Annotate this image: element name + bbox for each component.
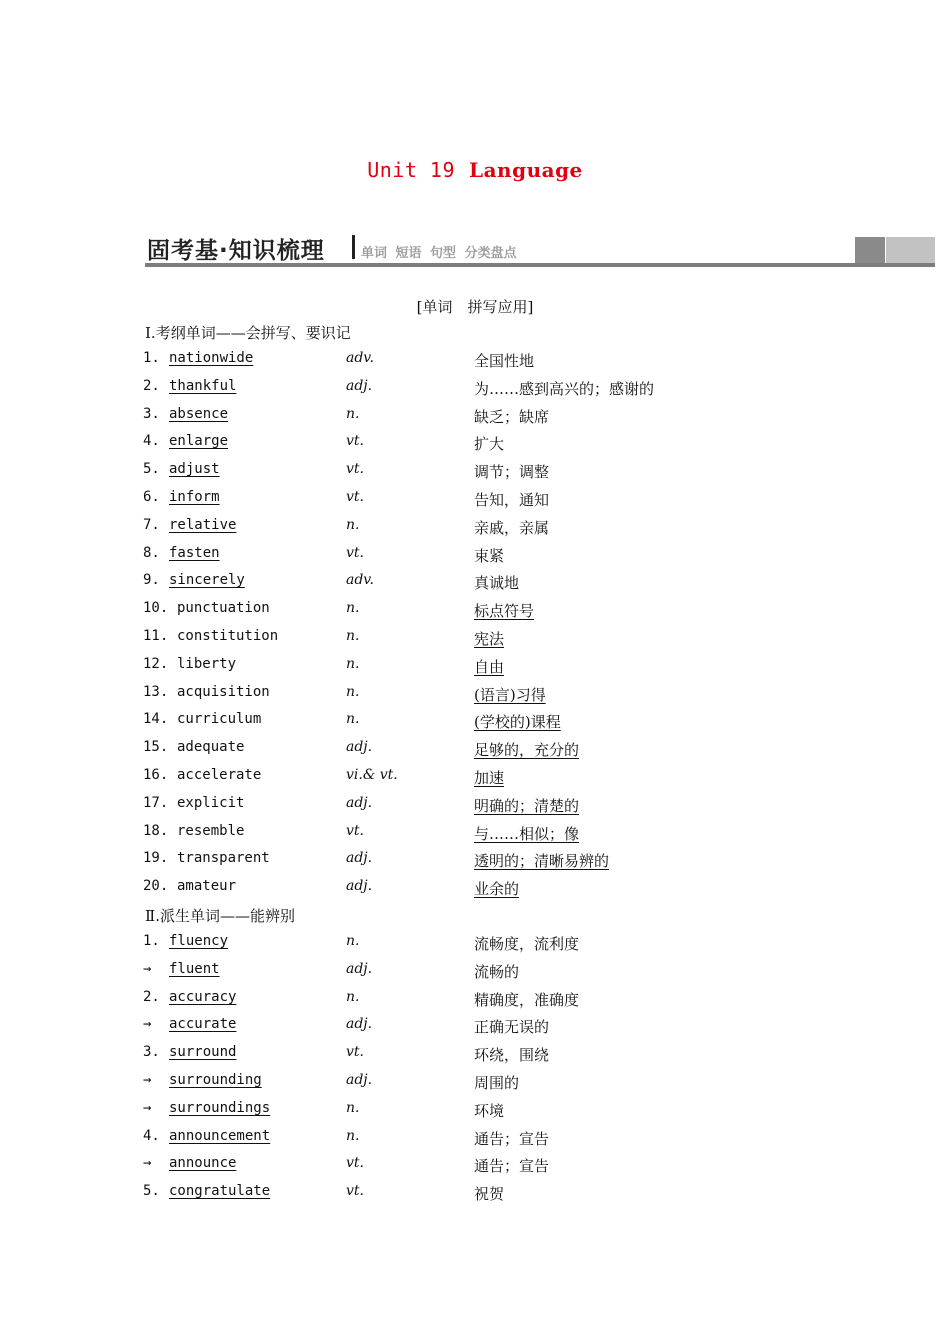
item-number: → [143,1099,152,1116]
item-number: 14. [143,711,169,728]
item-number: 4. [143,433,160,450]
word-meaning: 全国性地 [474,352,535,370]
vocab-word: announce [169,1155,237,1172]
word-meaning: 环境 [474,1101,505,1120]
item-number: 20. [143,878,169,895]
part-of-speech: n. [346,516,360,533]
vocab-word: enlarge [169,433,229,450]
item-number: 12. [143,655,169,672]
subheading: [单词 拼写应用] [416,298,534,316]
item-number: → [143,1072,152,1088]
word-meaning: 祝贺 [474,1185,505,1204]
word-meaning: 透明的；清晰易辨的 [474,852,610,871]
vocab-word: surrounding [169,1072,262,1088]
part-of-speech: n. [346,600,360,617]
vocab-word: fluent [169,960,220,977]
vocab-word: fluency [169,933,229,949]
section-banner [145,232,935,268]
item-number: 5. [143,461,160,478]
word-meaning: 环绕，围绕 [474,1046,550,1065]
vocab-word: congratulate [169,1183,271,1200]
part-of-speech: adj. [346,1016,373,1033]
vocab-word: resemble [177,822,245,839]
part-of-speech: adj. [346,878,373,895]
item-number: 17. [143,794,169,811]
vocab-word: accelerate [177,767,262,783]
word-meaning: (学校的)课程 [474,713,561,732]
banner-subtitle: 单词 短语 句型 分类盘点 [361,246,517,261]
word-meaning: 流畅的 [474,962,520,981]
word-meaning: 标点符号 [474,602,535,621]
vocab-word: fasten [169,544,220,561]
item-number: → [143,960,152,977]
word-meaning: 周围的 [474,1074,520,1092]
part-of-speech: vt. [346,1183,364,1200]
item-number: 3. [143,1044,160,1061]
word-meaning: 足够的，充分的 [474,741,580,760]
word-meaning: 流畅度，流利度 [474,935,580,953]
word-meaning: 调节；调整 [474,463,550,482]
part-of-speech: adj. [346,850,373,867]
item-number: 19. [143,850,169,867]
word-meaning: 扩大 [474,435,505,454]
item-number: 7. [143,516,160,533]
vocab-word: liberty [177,655,237,672]
word-meaning: 通告；宣告 [474,1157,550,1176]
word-meaning: 真诚地 [474,574,520,593]
part-of-speech: adv. [346,350,375,366]
vocab-word: adjust [169,461,220,478]
part-of-speech: vt. [346,489,364,505]
part-of-speech: vt. [346,822,364,839]
item-number: 1. [143,933,160,949]
part-of-speech: n. [346,711,360,728]
vocab-word: amateur [177,878,237,895]
section-2-heading: Ⅱ.派生单词——能辨别 [145,907,295,925]
part-of-speech: n. [346,655,360,672]
item-number: 3. [143,405,160,422]
word-meaning: 精确度，准确度 [474,990,580,1009]
item-number: → [143,1016,152,1033]
banner-divider [352,235,355,259]
part-of-speech: n. [346,683,360,700]
vocab-word: acquisition [177,683,270,700]
banner-block-light [886,237,935,263]
vocab-word: adequate [177,739,245,756]
vocab-word: nationwide [169,350,254,366]
word-meaning: 自由 [474,657,505,676]
item-number: 2. [143,377,160,394]
vocab-word: accuracy [169,988,237,1005]
part-of-speech: adj. [346,739,373,756]
item-number: 11. [143,628,169,644]
part-of-speech: n. [346,405,360,422]
vocab-word: surround [169,1044,237,1061]
word-meaning: 宪法 [474,630,505,648]
word-meaning: 与……相似；像 [474,824,580,843]
vocab-word: curriculum [177,711,262,728]
part-of-speech: vi.& vt. [346,767,398,783]
vocab-word: accurate [169,1016,237,1033]
banner-title: 固考基·知识梳理 [147,238,325,264]
vocab-word: sincerely [169,572,245,589]
item-number: 16. [143,767,169,783]
word-meaning: 亲戚，亲属 [474,518,550,537]
item-number: 1. [143,350,160,366]
word-meaning: 业余的 [474,880,520,899]
word-meaning: 束紧 [474,546,505,565]
vocab-word: punctuation [177,600,270,617]
word-meaning: 明确的；清楚的 [474,796,580,815]
vocab-word: constitution [177,628,279,644]
part-of-speech: adj. [346,377,373,394]
word-meaning: 为……感到高兴的；感谢的 [474,379,655,398]
part-of-speech: vt. [346,1155,364,1172]
section-1-heading: Ⅰ.考纲单词——会拼写、要识记 [145,324,351,342]
vocab-word: absence [169,405,229,422]
part-of-speech: vt. [346,1044,364,1061]
part-of-speech: adj. [346,794,373,811]
part-of-speech: adj. [346,1072,373,1088]
item-number: 9. [143,572,160,589]
vocab-word: transparent [177,850,270,867]
unit-number: Unit 19 [367,158,456,182]
item-number: 6. [143,489,160,505]
part-of-speech: vt. [346,433,364,450]
banner-block-dark [855,237,885,263]
item-number: 13. [143,683,169,700]
part-of-speech: vt. [346,461,364,478]
part-of-speech: vt. [346,544,364,561]
word-meaning: 通告；宣告 [474,1129,550,1148]
part-of-speech: adv. [346,572,375,589]
vocab-word: announcement [169,1127,271,1144]
item-number: 2. [143,988,160,1005]
item-number: → [143,1155,152,1172]
unit-topic: Language [469,158,583,182]
word-meaning: 缺乏；缺席 [474,407,550,426]
item-number: 15. [143,739,169,756]
item-number: 10. [143,600,169,617]
vocab-word: relative [169,516,237,533]
part-of-speech: n. [346,1099,360,1116]
word-meaning: 加速 [474,769,505,787]
item-number: 18. [143,822,169,839]
vocab-word: thankful [169,377,237,394]
part-of-speech: adj. [346,960,373,977]
vocab-word: inform [169,489,220,505]
part-of-speech: n. [346,1127,360,1144]
word-meaning: 正确无误的 [474,1018,550,1037]
part-of-speech: n. [346,988,360,1005]
part-of-speech: n. [346,628,360,644]
item-number: 4. [143,1127,160,1144]
word-meaning: 告知，通知 [474,491,550,509]
word-meaning: (语言)习得 [474,685,546,704]
unit-title [0,158,950,182]
vocab-word: surroundings [169,1099,271,1116]
vocab-word: explicit [177,794,245,811]
item-number: 8. [143,544,160,561]
part-of-speech: n. [346,933,360,949]
item-number: 5. [143,1183,160,1200]
